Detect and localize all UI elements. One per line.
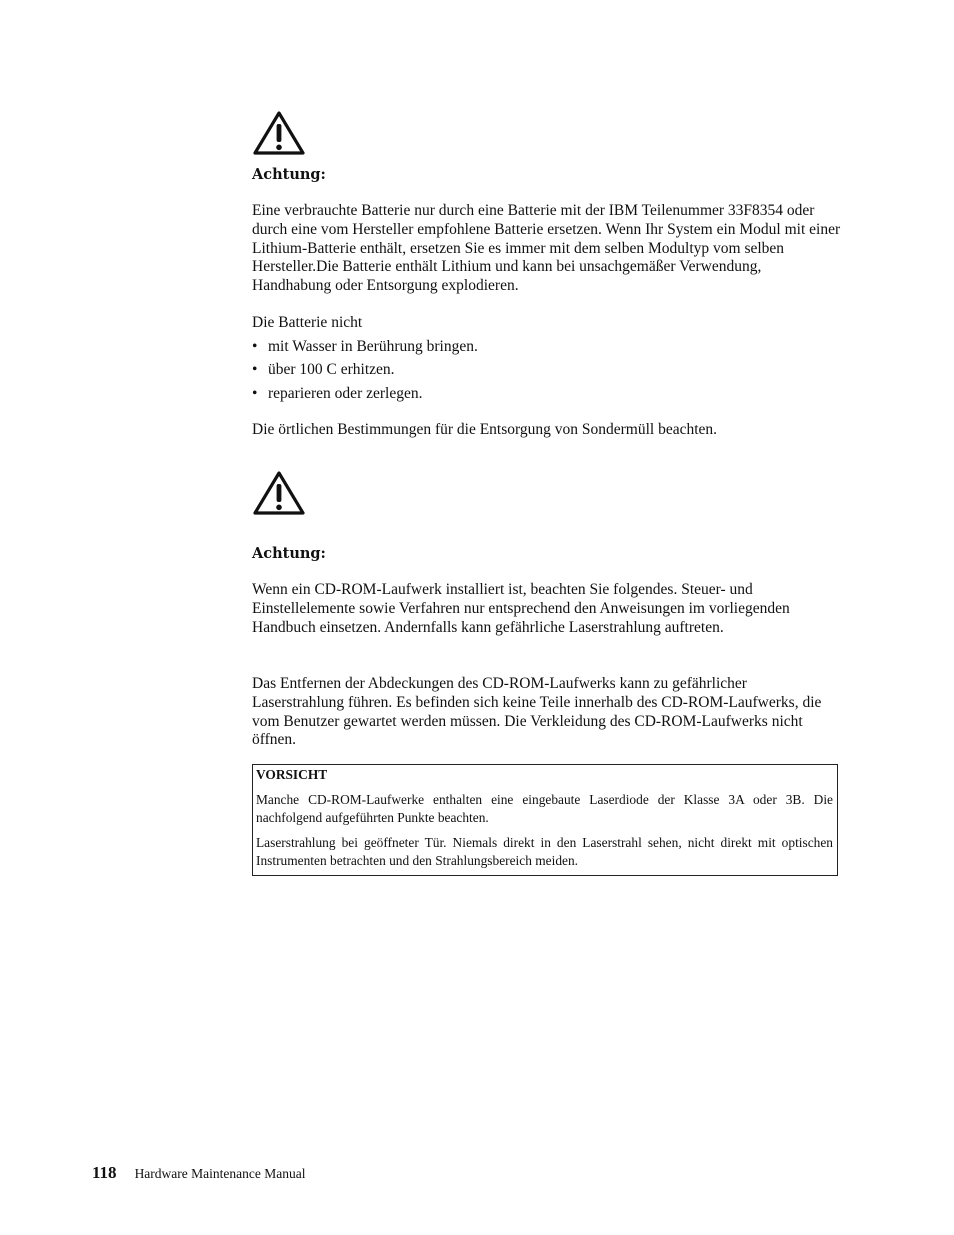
caution-title: VORSICHT: [256, 767, 328, 782]
cdrom-warning-text: Wenn ein CD-ROM-Laufwerk installiert ist, beachten Sie folgendes. Steuer- und Einstellelemente sowie Verfahren nur entsprechend den Anweisungen im vorliegenden Handbuch einsetzen. Andernfalls kann gefährliche Laserstrahlung auftreten.: [252, 581, 790, 636]
warning-heading: Achtung:: [252, 545, 326, 562]
list-item: • reparieren oder zerlegen.: [252, 384, 423, 402]
bullet-icon: •: [252, 384, 258, 402]
warning-triangle-icon: [252, 110, 306, 156]
page-number: 118: [92, 1163, 117, 1182]
caution-text: Laserstrahlung bei geöffneter Tür. Niemals direkt in den Laserstrahl sehen, nicht direkt mit optischen Instrumenten betrachten und den Strahlungsbereich meiden.: [256, 835, 833, 868]
caution-box: [252, 764, 838, 876]
bullet-icon: •: [252, 361, 258, 379]
page-footer: [92, 1163, 305, 1183]
cdrom-cover-warning-text: Das Entfernen der Abdeckungen des CD-ROM-Laufwerks kann zu gefährlicher Laserstrahlung führen. Es befinden sich keine Teile innerhalb des CD-ROM-Laufwerks, die vom Benutzer gewartet werden müssen. Die Verkleidung des CD-ROM-Laufwerks nicht öffnen.: [252, 675, 822, 749]
warning-heading: Achtung:: [252, 166, 326, 183]
disposal-note: Die örtlichen Bestimmungen für die Entsorgung von Sondermüll beachten.: [252, 421, 718, 438]
bullet-icon: •: [252, 338, 258, 355]
warning-triangle-icon: [252, 470, 306, 516]
manual-title: Hardware Maintenance Manual: [134, 1166, 306, 1181]
list-intro: Die Batterie nicht: [252, 314, 363, 331]
caution-text: Manche CD-ROM-Laufwerke enthalten eine eingebaute Laserdiode der Klasse 3A oder 3B. Die nachfolgend aufgeführten Punkte beachten.: [256, 792, 833, 825]
list-item: • über 100 C erhitzen.: [252, 361, 395, 379]
list-item: • mit Wasser in Berührung bringen.: [252, 338, 478, 355]
battery-list: [252, 338, 842, 408]
battery-warning-text: Eine verbrauchte Batterie nur durch eine Batterie mit der IBM Teilenummer 33F8354 oder durch eine vom Hersteller empfohlene Batterie ersetzen. Wenn Ihr System ein Modul mit einer Lithium-Batterie enthält, ersetzen Sie es immer mit dem selben Modultyp vom selben Hersteller.Die Batterie enthält Lithium und kann bei unsachgemäßer Verwendung, Handhabung oder Entsorgung explodieren.: [252, 202, 841, 295]
